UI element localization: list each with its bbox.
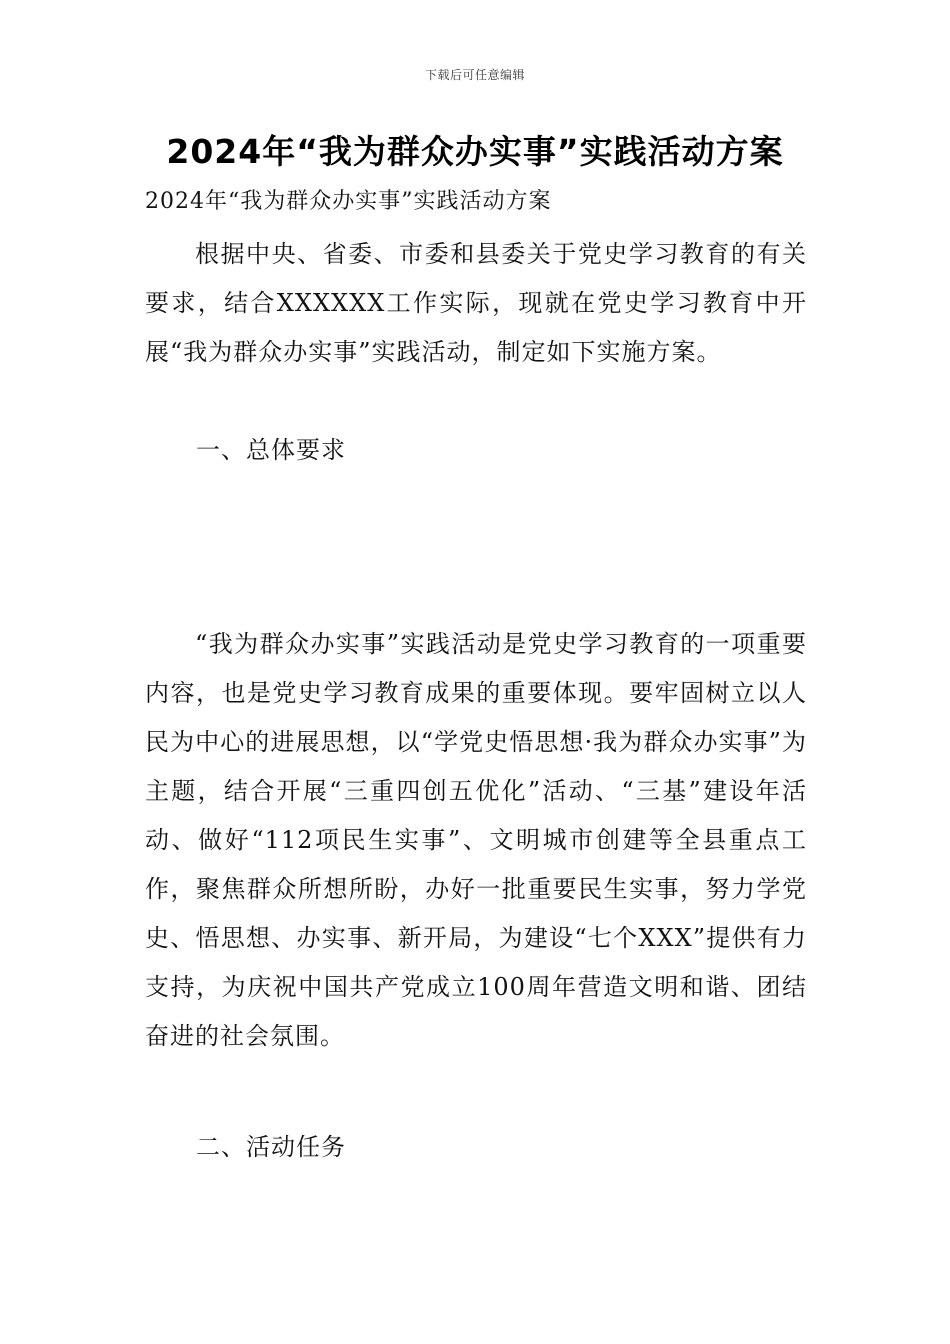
- document-subtitle: 2024年“我为群众办实事”实践活动方案: [145, 189, 552, 214]
- section-heading-activity-tasks: 二、活动任务: [196, 1133, 346, 1161]
- section-heading-general-requirements: 一、总体要求: [196, 436, 346, 464]
- header-note: 下载后可任意编辑: [424, 68, 525, 82]
- body-paragraph: “我为群众办实事”实践活动是党史学习教育的一项重要内容，也是党史学习教育成果的重要体现。要牢固树立以人民为中心的进展思想，以“学党史悟思想·我为群众办实事”为主题，结合开展“三重四创五优化”活动、“三基”建设年活动、做好“112项民生实事”、文明城市创建等全县重点工作，聚焦群众所想所盼，办好一批重要民生实事，努力学党史、悟思想、办实事、新开局，为建设“七个XXX”提供有力支持，为庆祝中国共产党成立100周年营造文明和谐、团结奋进的社会氛围。: [145, 630, 807, 1050]
- document-title: 2024年“我为群众办实事”实践活动方案: [166, 132, 784, 171]
- intro-paragraph: 根据中央、省委、市委和县委关于党史学习教育的有关要求，结合XXXXXX工作实际，现就在党史学习教育中开展“我为群众办实事”实践活动，制定如下实施方案。: [145, 240, 807, 366]
